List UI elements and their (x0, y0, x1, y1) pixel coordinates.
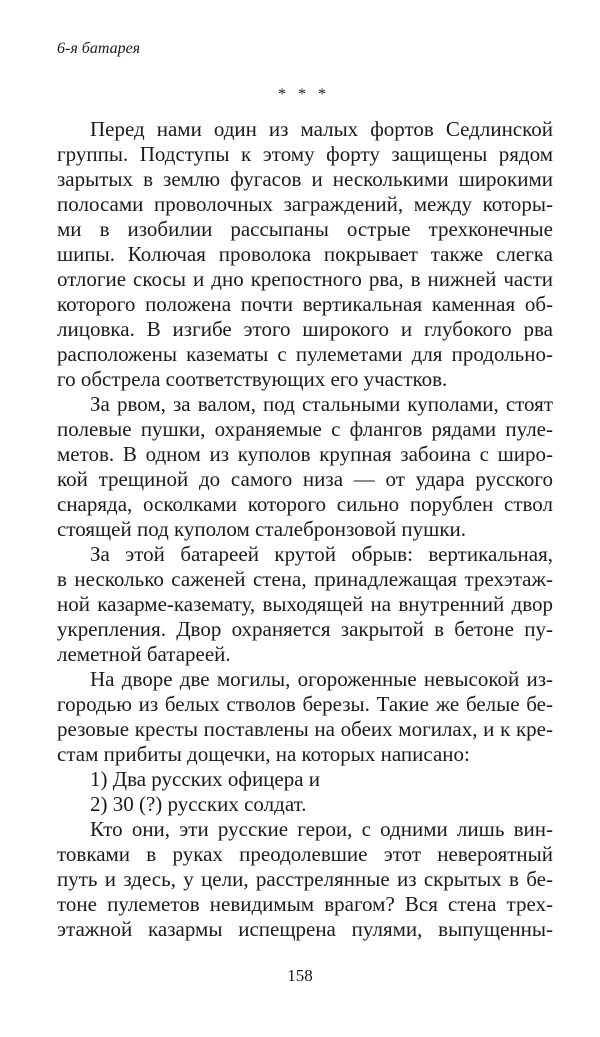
text-line: группы. Подступы к этому форту защищены рядом (57, 142, 553, 166)
text-line: товками в руках преодолевшие этот невероятный (57, 842, 553, 866)
text-line: го обстрела соответствующих его участков. (57, 367, 448, 391)
text-line: снаряда, осколками которого сильно порублен ствол (57, 492, 553, 516)
text-line: полосами проволочных заграждений, между которы- (57, 192, 553, 216)
text-line: шипы. Колючая проволока покрывает также слегка (57, 242, 553, 266)
text-line: ной казарме-каземату, выходящей на внутренний двор (57, 592, 553, 616)
text-line: 1) Два русских офицера и (90, 767, 321, 791)
text-line: кой трещиной до самого низа — от удара русского (57, 467, 553, 491)
body-text (57, 117, 553, 942)
text-line: укрепления. Двор охраняется закрытой в бетоне пу- (57, 617, 553, 641)
text-line: в несколько саженей стена, принадлежащая трехэтаж- (57, 567, 553, 591)
text-line: зарытых в землю фугасов и несколькими широкими (57, 167, 553, 191)
text-line: Кто они, эти русские герои, с одними лишь вин- (90, 817, 553, 841)
text-line: стам прибиты дощечки, на которых написано: (57, 742, 470, 766)
text-line: полевые пушки, охраняемые с флангов рядами пуле- (57, 417, 553, 441)
text-line: На дворе две могилы, огороженные невысокой из- (90, 667, 553, 691)
text-line: городью из белых стволов березы. Такие же белые бе- (57, 692, 553, 716)
text-line: ми в изобилии рассыпаны острые трехконечные (57, 217, 553, 241)
text-line: 2) 30 (?) русских солдат. (90, 792, 307, 816)
text-line: этажной казармы испещрена пулями, выпущенны- (57, 917, 553, 941)
page-number: 158 (287, 966, 313, 985)
section-separator: * * * (278, 86, 330, 103)
text-line: отлогие скосы и дно крепостного рва, в нижней части (57, 267, 553, 291)
text-line: резовые кресты поставлены на обеих могилах, и к кре- (57, 717, 553, 741)
text-line: метов. В одном из куполов крупная забоина с широ- (57, 442, 553, 466)
text-line: стоящей под куполом сталебронзовой пушки. (57, 517, 467, 541)
text-line: путь и здесь, у цели, расстрелянные из скрытых в бе- (57, 867, 553, 891)
text-line: За рвом, за валом, под стальными куполами, стоят (90, 392, 553, 416)
text-line: леметной батареей. (57, 642, 231, 666)
text-line: которого положена почти вертикальная каменная об- (57, 292, 553, 316)
running-head: 6-я батарея (57, 40, 141, 57)
text-line: тоне пулеметов невидимым врагом? Вся стена трех- (57, 892, 553, 916)
text-line: Перед нами один из малых фортов Седлинской (90, 117, 553, 141)
text-line: лицовка. В изгибе этого широкого и глубокого рва (57, 317, 553, 341)
text-line: расположены казематы с пулеметами для продольно- (57, 342, 553, 366)
text-line: За этой батареей крутой обрыв: вертикальная, (90, 542, 553, 566)
